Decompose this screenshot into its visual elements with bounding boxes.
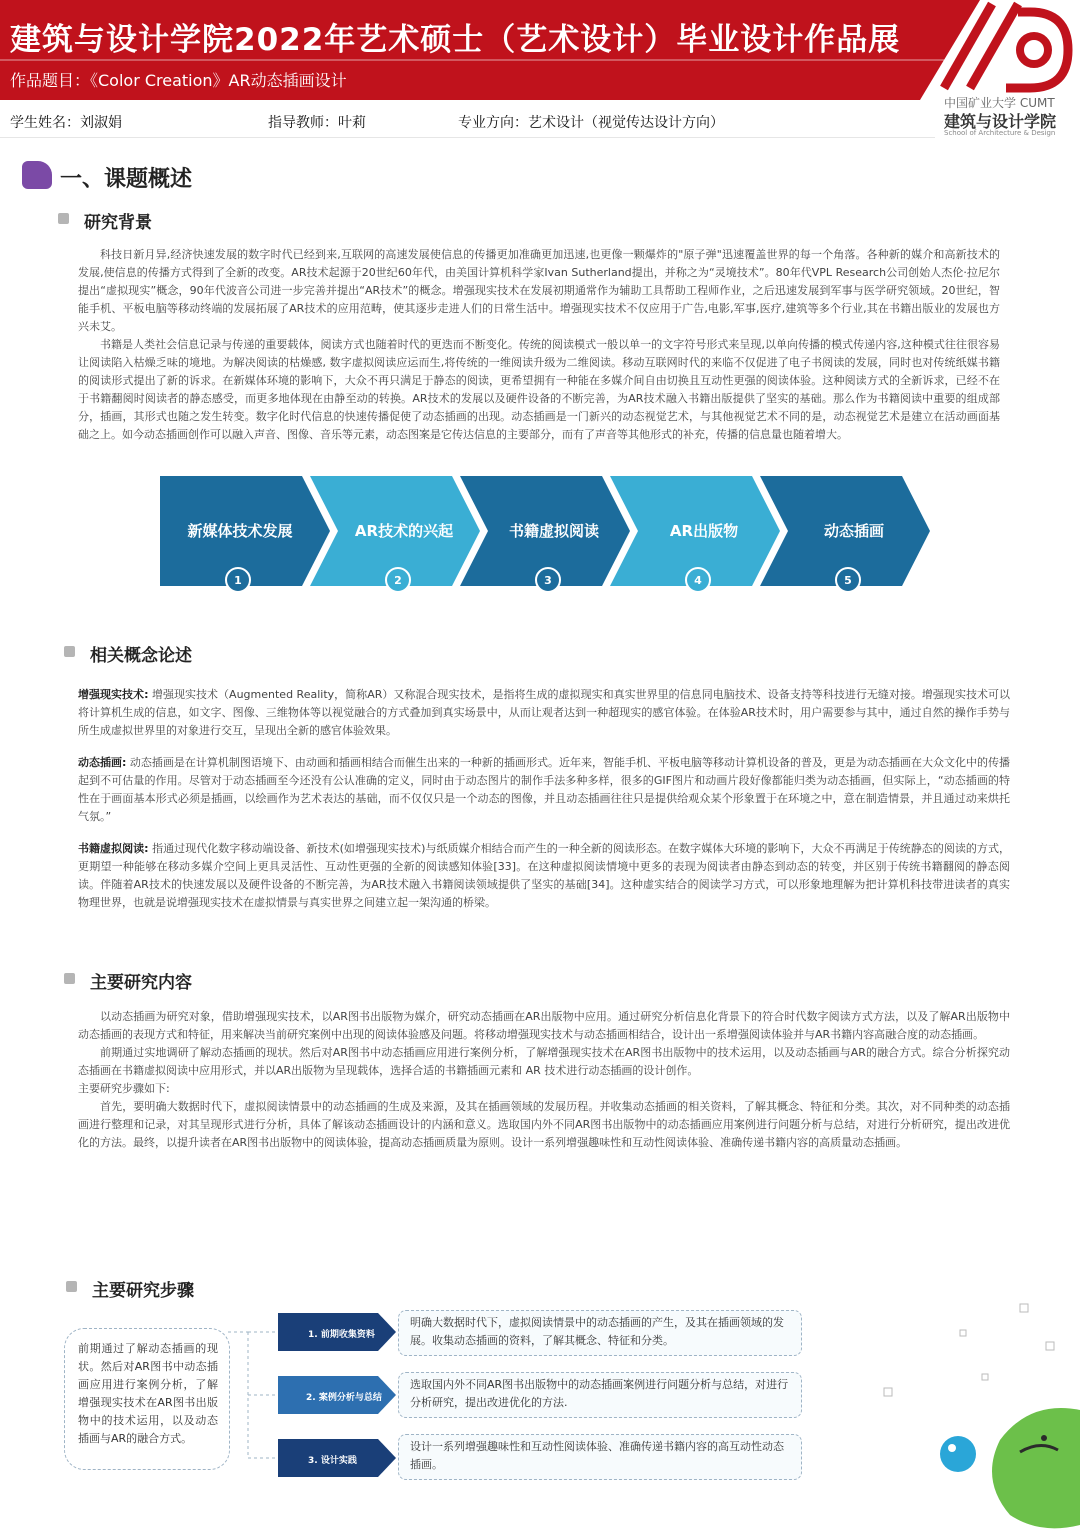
flow-step-number: 3 (544, 574, 552, 587)
bullet-icon (64, 973, 75, 984)
teacher-name: 指导教师：叶莉 (268, 115, 366, 131)
step-3-text: 设计一系列增强趣味性和互动性阅读体验、准确传递书籍内容的高互动性动态插画。 (410, 1440, 784, 1471)
step-1-text: 明确大数据时代下，虚拟阅读情景中的动态插画的产生，及其在插画领域的发展。收集动态插画的资料，了解其概念、特征和分类。 (410, 1316, 784, 1347)
school-name: 建筑与设计学院 (944, 112, 1057, 131)
content-paragraph-1: 以动态插画为研究对象，借助增强现实技术，以AR图书出版物为媒介，研究动态插画在AR出版物中应用。通过研究分析信息化背景下的符合时代数字阅读方式方法，以及了解AR出版物中动态插画的表现方式和特征，用来解决当前研究案例中出现的阅读体验感及问题。将移动增强现实技术与动态插画相结合，设计出一系增强阅读体验并与AR书籍内容高融合度的动态插画。 (78, 1010, 1010, 1041)
background-title: 研究背景 (84, 213, 152, 233)
concepts-text (78, 686, 1010, 926)
content-paragraph-2: 前期通过实地调研了解动态插画的现状。然后对AR图书中动态插画应用进行案例分析，了解增强现实技术在AR图书出版物中的技术运用，以及动态插画与AR的融合方式。综合分析探究动态插画在书籍虚拟阅读中应用形式，并以AR出版物为呈现载体，选择合适的书籍插画元素和 AR 技术进行动态插画的设计创作。 (78, 1046, 1010, 1077)
flow-step-number: 5 (844, 574, 852, 587)
concept-animation-term: 动态插画: (78, 756, 127, 769)
bullet-icon (66, 1281, 77, 1292)
concept-ar-term: 增强现实技术: (78, 688, 149, 701)
divider (0, 137, 935, 138)
bullet-icon (64, 646, 75, 657)
flow-step-number: 2 (394, 574, 402, 587)
school-cn-label: 中国矿业大学 CUMT (944, 96, 1055, 110)
concept-ar (78, 686, 1010, 740)
bullet-icon (58, 213, 69, 224)
research-content-title: 主要研究内容 (90, 973, 192, 993)
flow-diagram (160, 476, 940, 596)
major-direction: 专业方向：艺术设计（视觉传达设计方向） (458, 115, 724, 131)
content-paragraph-4: 首先，要明确大数据时代下，虚拟阅读情景中的动态插画的生成及来源，及其在插画领域的发展历程。并收集动态插画的相关资料，了解其概念、特征和分类。其次，对不同种类的动态插画进行整理和记录，对其呈现形式进行分析，具体了解该动态插画设计的内涵和意义。选取国内外不同AR图书出版物中的动态插画应用案例进行问题分析与总结，对进行分析研究，提出改进优化的方法。最终，以提升读者在AR图书出版物中的阅读体验，提高动态插画质量为原则。设计一系列增强趣味性和互动性阅读体验、准确传递书籍内容的高质量动态插画。 (78, 1100, 1010, 1149)
school-logo-icon (934, 0, 1080, 94)
step-3-label: 3. 设计实践 (308, 1456, 357, 1466)
steps-intro-text: 前期通过了解动态插画的现状。然后对AR图书中动态插画应用进行案例分析，了解增强现实技术在AR图书出版物中的技术运用，以及动态插画与AR的融合方式。 (78, 1342, 218, 1445)
step-1-label: 1. 前期收集资料 (308, 1330, 375, 1340)
school-en-label: School of Architecture & Design (944, 129, 1056, 137)
step-2-text: 选取国内外不同AR图书出版物中的动态插画案例进行问题分析与总结，对进行分析研究，提出改进优化的方法. (410, 1378, 789, 1409)
section-marker-icon (22, 161, 52, 189)
flow-step-label: 新媒体技术发展 (187, 522, 293, 540)
steps-title: 主要研究步骤 (92, 1281, 194, 1301)
flow-step-label: 书籍虚拟阅读 (508, 522, 600, 540)
flow-step-number: 1 (234, 574, 242, 587)
flow-step-label: AR技术的兴起 (354, 522, 454, 540)
flow-step-number: 4 (694, 574, 702, 587)
section-title: 一、课题概述 (60, 167, 193, 192)
step-2-label: 2. 案例分析与总结 (306, 1393, 382, 1403)
concept-ar-text: 增强现实技术（Augmented Reality，简称AR）又称混合现实技术，是指将生成的虚拟现实和真实世界里的信息同电脑技术、设备支持等科技进行无缝对接。增强现实技术可以将计算机生成的信息，如文字、图像、三维物体等以视觉融合的方式叠加到真实场景中，从而让观者达到一种超现实的感官体验。在体验AR技术时，用户需要参与其中，通过自然的操作手势与所生成虚拟世界里的对象进行交互，呈现出全新的感官体验效果。 (78, 688, 1010, 737)
page-title: 建筑与设计学院2022年艺术硕士（艺术设计）毕业设计作品展 (10, 22, 901, 58)
info-row (0, 112, 930, 134)
student-name: 学生姓名：刘淑娟 (10, 115, 122, 131)
background-paragraph-1: 科技日新月异,经济快速发展的数字时代已经到来,互联网的高速发展使信息的传播更加准确更加迅速,也更像一颗爆炸的"原子弹"迅速覆盖世界的每一个角落。各种新的媒介和高新技术的发展,使信息的传播方式得到了全新的改变。AR技术起源于20世纪60年代，由美国计算机科学家Ivan Sutherland提出，并称之为“灵境技术”。80年代VPL Research公司创始人杰伦·拉尼尔提出“虚拟现实”概念，90年代波音公司进一步完善并提出“AR技术”的概念。增强现实技术在发展初期通常作为辅助工具帮助工程师作业，之后迅速发展到军事与医学研究领域。20世纪，智能手机、平板电脑等移动终端的发展拓展了AR技术的应用范畴，使其逐步走进人们的日常生活中。增强现实技术不仅应用于广告,电影,军事,医疗,建筑等多个行业,其在书籍出版业的发展也方兴未艾。 (78, 248, 1000, 333)
blue-blob-icon (940, 1436, 976, 1472)
concepts-title: 相关概念论述 (90, 646, 192, 666)
decoration-illustration (880, 1290, 1080, 1529)
content-paragraph-3: 主要研究步骤如下: (78, 1082, 170, 1095)
background-paragraph-2: 书籍是人类社会信息记录与传递的重要载体，阅读方式也随着时代的更迭而不断变化。传统的阅读模式一般以单一的文字符号形式来呈现,以单向传播的模式传递内容,这种模式往往很容易让阅读陷入枯燥乏味的境地。为解决阅读的枯燥感, 数字虚拟阅读应运而生,将传统的一维阅读升级为二维阅读。移动互联网时代的来临不仅促进了电子书阅读的发展，同时也对传统纸媒书籍的阅读形式提出了新的诉求。在新媒体环境的影响下，大众不再只满足于静态的阅读，更希望拥有一种能在多媒介间自由切换且互动性更强的阅读体验。这种阅读方式的全新诉求，已经不在于书籍翻阅时阅读者的静态感受，而更多地体现在由静至动的转换。AR技术的发展以及硬件设备的不断完善，为AR技术融入书籍出版提供了坚实的基础。那么作为书籍阅读中重要的组成部分，插画，其形式也随之发生转变。数字化时代信息的快速传播促使了动态插画的出现。动态插画是一门新兴的动态视觉艺术，与其他视觉艺术不同的是，动态视觉艺术是建立在活动画面基础之上。如今动态插画创作可以融入声音、图像、音乐等元素，动态图案是它传达信息的主要部分，而有了声音等其他形式的补充，传播的信息量也随着增大。 (78, 338, 1000, 441)
concept-virtual-text: 指通过现代化数字移动端设备、新技术(如增强现实技术)与纸质媒介相结合而产生的一种全新的阅读形态。在数字媒体大环境的影响下，大众不再满足于传统静态的阅读的方式，更期望一种能够在移动多媒介空间上更具灵活性、互动性更强的全新的阅读感知体验[33]。在这种虚拟阅读情境中更多的表现为阅读者由静态到动态的转变，并区别于传统书籍翻阅的静态阅读。伴随着AR技术的快速发展以及硬件设备的不断完善，为AR技术融入书籍阅读领域提供了坚实的基础[34]。这种虚实结合的阅读学习方式，可以形象地理解为把计算机科技带进读者的真实物理世界，也就是说增强现实技术在虚拟情景与真实世界之间建立起一架沟通的桥梁。 (78, 842, 1010, 909)
flow-step-label: AR出版物 (669, 522, 739, 540)
concept-virtual-reading (78, 840, 1010, 912)
research-content-text (78, 1008, 1010, 1152)
background-text (78, 246, 1000, 444)
flow-step-label: 动态插画 (823, 522, 885, 540)
concept-animation (78, 754, 1010, 826)
concept-virtual-term: 书籍虚拟阅读: (78, 842, 149, 855)
work-title: 作品题目：《Color Creation》AR动态插画设计 (10, 71, 347, 90)
green-blob-icon (992, 1408, 1080, 1528)
concept-animation-text: 动态插画是在计算机制图语境下、由动画和插画相结合而催生出来的一种新的插画形式。近年来，智能手机、平板电脑等移动计算机设备的普及，更是为动态插画在大众文化中的传播起到不可估量的作用。尽管对于动态插画至今还没有公认准确的定义，同时由于动态图片的制作手法多种多样，很多的GIF图片和动画片段好像都能归类为动态插画，但实际上，“动态插画的特性在于画面基本形式必须是插画，以绘画作为艺术表达的基础，而不仅仅只是一个动态的图像，并且动态插画往往只是提供给观众某个形象置于在环境之中，意在制造情景，并且通过动来烘托气氛。” (78, 756, 1010, 823)
